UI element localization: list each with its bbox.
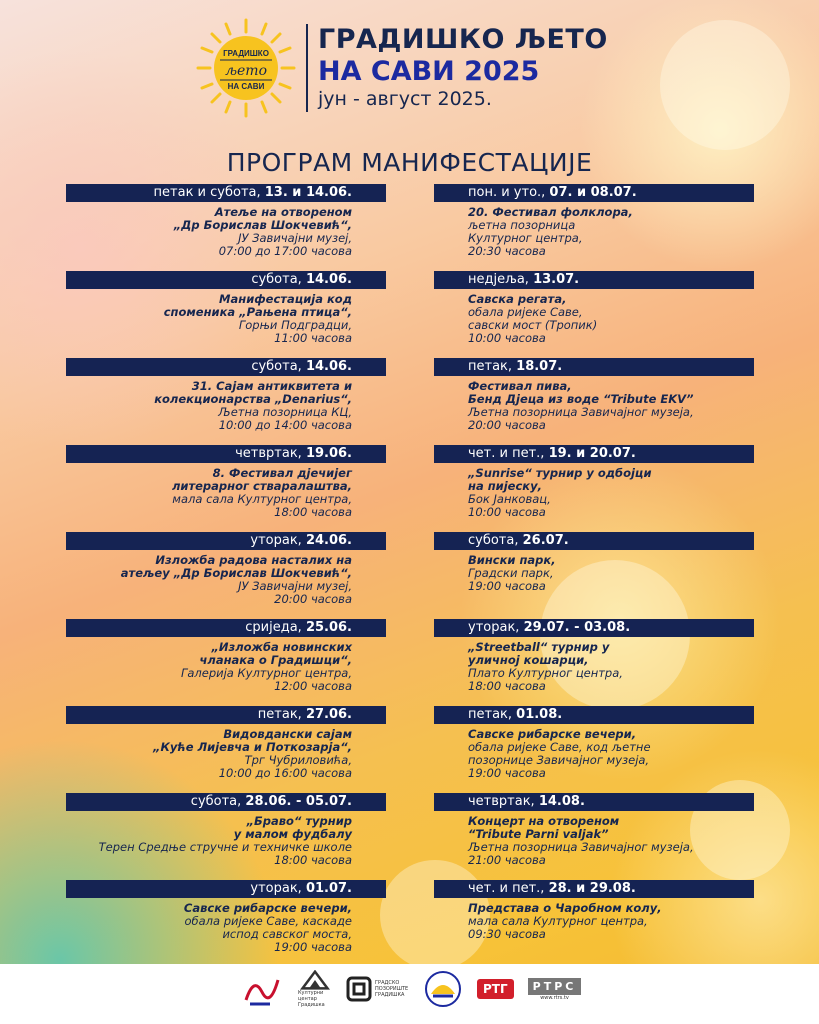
event-date-bar xyxy=(66,706,386,724)
rtg-logo-text: РТГ xyxy=(477,979,514,999)
event-date: 25.06. xyxy=(305,620,352,635)
event-title: Атеље на отвореном xyxy=(214,205,352,219)
event-details xyxy=(66,637,386,693)
event-title: 8. Фестивал дјечијег xyxy=(212,466,352,480)
event-day: уторак, xyxy=(468,620,524,635)
event-location-time: Љетна позорница Завичајног музеја, xyxy=(468,405,694,419)
event-day: субота, xyxy=(468,533,523,548)
logo-text-gradisko: ГРАДИШКО xyxy=(223,49,269,58)
festival-title-line2: НА САВИ 2025 xyxy=(318,56,540,87)
event-day: уторак, xyxy=(250,881,306,896)
event-date-bar xyxy=(434,532,754,550)
event-location-time: позорнице Завичајног музеја, xyxy=(468,753,650,767)
event-location-time: обала ријеке Саве, код љетне xyxy=(468,740,651,754)
event-details xyxy=(434,202,754,258)
event-title: “Tribute Parni valjak” xyxy=(468,827,609,841)
event-date: 07. и 08.07. xyxy=(549,185,637,200)
event-date: 29.07. - 03.08. xyxy=(523,620,631,635)
event-location-time: Терен Средње стручне и техничке школе xyxy=(98,840,352,854)
cultural-center-text: Културни центар Градишка xyxy=(298,990,325,1008)
event-title: Видовдански сајам xyxy=(223,727,352,741)
event-location-time: 21:00 часова xyxy=(468,853,546,867)
event-location-time: 10:00 часова xyxy=(468,505,546,519)
event-details xyxy=(66,811,386,867)
event-item xyxy=(434,358,754,445)
event-item xyxy=(434,532,754,619)
event-date: 28. и 29.08. xyxy=(548,881,636,896)
event-title: Изложба радова насталих на xyxy=(155,553,352,567)
event-details xyxy=(434,550,754,593)
event-details xyxy=(66,463,386,519)
event-item xyxy=(66,271,386,358)
tourism-logo-icon xyxy=(240,970,284,1008)
event-title: „Браво“ турнир xyxy=(246,814,352,828)
event-title: колекционарства „Denarius“, xyxy=(154,392,352,406)
header xyxy=(0,0,819,150)
event-date: 26.07. xyxy=(522,533,569,548)
event-title: чланака о Градишци“, xyxy=(199,653,352,667)
event-location-time: 19:00 часова xyxy=(468,579,546,593)
event-location-time: 18:00 часова xyxy=(274,853,352,867)
logo-text-na-savi: НА САВИ xyxy=(227,82,265,91)
event-details xyxy=(66,202,386,258)
event-title: Савске рибарске вечери, xyxy=(468,727,637,741)
event-day: чет. и пет., xyxy=(468,446,549,461)
event-location-time: Горњи Подградци, xyxy=(238,318,352,332)
event-item xyxy=(66,532,386,619)
event-details xyxy=(66,376,386,432)
event-title: Фестивал пива, xyxy=(468,379,572,393)
event-day: уторак, xyxy=(250,533,306,548)
event-location-time: 18:00 часова xyxy=(468,679,546,693)
event-location-time: 18:00 часова xyxy=(274,505,352,519)
event-date-bar xyxy=(66,184,386,202)
event-date-bar xyxy=(66,271,386,289)
cultural-center-logo xyxy=(298,970,332,1008)
event-title: Манифестација код xyxy=(219,292,352,306)
event-item xyxy=(66,445,386,532)
event-date-bar xyxy=(66,619,386,637)
festival-title-line1: ГРАДИШКО ЉЕТО xyxy=(318,24,608,55)
event-details xyxy=(434,724,754,780)
event-location-time: Љетна позорница Завичајног музеја, xyxy=(468,840,694,854)
event-title: Савске рибарске вечери, xyxy=(183,901,352,915)
event-location-time: 10:00 до 16:00 часова xyxy=(218,766,352,780)
event-location-time: 19:00 часова xyxy=(274,940,352,954)
event-details xyxy=(434,289,754,345)
event-item xyxy=(434,793,754,880)
event-date: 13. и 14.06. xyxy=(264,185,352,200)
event-location-time: Бок Јанковац, xyxy=(468,492,551,506)
event-location-time: 11:00 часова xyxy=(274,331,352,345)
event-day: четвртак, xyxy=(468,794,539,809)
event-item xyxy=(434,706,754,793)
event-location-time: 07:00 до 17:00 часова xyxy=(218,244,352,258)
event-date-bar xyxy=(66,358,386,376)
theatre-text: ГРАДСКО ПОЗОРИШТЕ ГРАДИШКА xyxy=(375,980,409,998)
event-item xyxy=(66,706,386,793)
rtrs-logo xyxy=(528,970,582,1008)
event-title: 20. Фестивал фолклора, xyxy=(468,205,633,219)
event-title: Бенд Дјеца из воде “Tribute EKV” xyxy=(468,392,694,406)
event-date: 14.06. xyxy=(305,272,352,287)
event-day: сриједа, xyxy=(245,620,306,635)
rtrs-logo-text: РТРС xyxy=(528,978,582,995)
event-date-bar xyxy=(66,880,386,898)
event-location-time: обала ријеке Саве, каскаде xyxy=(184,914,352,928)
event-details xyxy=(434,463,754,519)
event-item xyxy=(66,793,386,880)
event-day: субота, xyxy=(251,359,306,374)
event-item xyxy=(66,358,386,445)
event-location-time: Плато Културног центра, xyxy=(468,666,623,680)
event-day: петак, xyxy=(468,359,517,374)
event-location-time: Галерија Културног центра, xyxy=(180,666,352,680)
event-location-time: савски мост (Тропик) xyxy=(468,318,598,332)
event-location-time: 09:30 часова xyxy=(468,927,546,941)
event-date: 18.07. xyxy=(516,359,563,374)
event-title: Вински парк, xyxy=(468,553,556,567)
event-day: чет. и пет., xyxy=(468,881,549,896)
event-details xyxy=(434,637,754,693)
cultural-center-icon xyxy=(298,970,332,990)
event-details xyxy=(66,898,386,954)
event-date-bar xyxy=(66,793,386,811)
theatre-logo xyxy=(346,970,409,1008)
festival-logo xyxy=(196,18,296,118)
event-title: литерарног стваралаштва, xyxy=(171,479,352,493)
event-day: недјеља, xyxy=(468,272,534,287)
event-date-bar xyxy=(66,532,386,550)
event-item xyxy=(434,619,754,706)
header-divider xyxy=(306,24,308,112)
event-location-time: обала ријеке Саве, xyxy=(468,305,583,319)
event-item xyxy=(66,184,386,271)
event-title: Концерт на отвореном xyxy=(468,814,620,828)
event-item xyxy=(434,880,754,967)
event-location-time: мала сала Културног центра, xyxy=(172,492,352,506)
event-location-time: Трг Чубриловића, xyxy=(244,753,352,767)
event-location-time: 20:00 часова xyxy=(274,592,352,606)
event-day: петак, xyxy=(257,707,306,722)
event-location-time: мала сала Културног центра, xyxy=(468,914,648,928)
event-date: 24.06. xyxy=(305,533,352,548)
rtg-logo xyxy=(477,970,514,1008)
event-date-bar xyxy=(434,184,754,202)
event-item xyxy=(66,880,386,967)
event-day: петак, xyxy=(468,707,517,722)
event-location-time: 20:00 часова xyxy=(468,418,546,432)
event-date: 14.06. xyxy=(305,359,352,374)
event-date-bar xyxy=(434,880,754,898)
logo-text-ljeto: љето xyxy=(224,63,268,79)
event-date: 28.06. - 05.07. xyxy=(245,794,352,809)
event-location-time: Градски парк, xyxy=(468,566,554,580)
event-title: у малом фудбалу xyxy=(233,827,352,841)
event-title: Савска регата, xyxy=(468,292,567,306)
event-day: субота, xyxy=(251,272,306,287)
sun-icon xyxy=(196,18,296,118)
event-date-bar xyxy=(434,271,754,289)
event-title: „Куће Лијевча и Поткозарја“, xyxy=(153,740,352,754)
event-date: 01.07. xyxy=(305,881,352,896)
event-date-bar xyxy=(434,706,754,724)
event-title: „Streetball“ турнир у xyxy=(468,640,610,654)
event-title: „Изложба новинских xyxy=(211,640,352,654)
event-location-time: 20:30 часова xyxy=(468,244,546,258)
event-day: четвртак, xyxy=(235,446,306,461)
event-location-time: 19:00 часова xyxy=(468,766,546,780)
event-title: уличној кошарци, xyxy=(468,653,589,667)
theatre-icon xyxy=(346,976,372,1002)
event-location-time: испод савског моста, xyxy=(222,927,352,941)
events-column-left xyxy=(66,184,386,967)
event-date: 01.08. xyxy=(516,707,563,722)
event-location-time: 12:00 часова xyxy=(274,679,352,693)
rtrs-logo-url: www.rtrs.tv xyxy=(540,994,569,1001)
festival-dates: јун - август 2025. xyxy=(318,88,492,110)
event-item xyxy=(434,445,754,532)
event-title: „Sunrise“ турнир у одбојци xyxy=(468,466,652,480)
event-location-time: ЈУ Завичајни музеј, xyxy=(238,231,352,245)
event-details xyxy=(434,376,754,432)
event-date: 13.07. xyxy=(533,272,580,287)
event-title: Представа о Чаробном колу, xyxy=(468,901,662,915)
event-item xyxy=(66,619,386,706)
event-date-bar xyxy=(434,358,754,376)
event-date-bar xyxy=(66,445,386,463)
event-day: пон. и уто., xyxy=(468,185,550,200)
event-location-time: ЈУ Завичајни музеј, xyxy=(238,579,352,593)
event-date-bar xyxy=(434,793,754,811)
event-date-bar xyxy=(434,619,754,637)
event-location-time: Љетна позорница КЦ, xyxy=(218,405,352,419)
event-day: петак и субота, xyxy=(153,185,265,200)
event-title: „Др Борислав Шокчевић“, xyxy=(173,218,352,232)
event-item xyxy=(434,184,754,271)
event-details xyxy=(434,898,754,941)
event-day: субота, xyxy=(190,794,246,809)
municipality-logo xyxy=(240,970,284,1008)
events-column-right xyxy=(434,184,754,967)
event-location-time: 10:00 часова xyxy=(468,331,546,345)
event-date: 19. и 20.07. xyxy=(548,446,636,461)
event-date: 14.08. xyxy=(538,794,585,809)
event-location-time: љетна позорница xyxy=(468,218,576,232)
event-title: 31. Сајам антиквитета и xyxy=(191,379,352,393)
event-location-time: Културног центра, xyxy=(468,231,583,245)
event-location-time: 10:00 до 14:00 часова xyxy=(218,418,352,432)
event-date: 27.06. xyxy=(305,707,352,722)
event-item xyxy=(434,271,754,358)
event-title: на пијеску, xyxy=(468,479,542,493)
sponsor-logos xyxy=(240,966,580,1012)
event-details xyxy=(66,289,386,345)
event-date-bar xyxy=(434,445,754,463)
event-title: атељеу „Др Борислав Шокчевић“, xyxy=(120,566,352,580)
museum-icon xyxy=(423,970,463,1008)
event-date: 19.06. xyxy=(305,446,352,461)
museum-logo xyxy=(423,970,463,1008)
program-title: ПРОГРАМ МАНИФЕСТАЦИЈЕ xyxy=(226,148,593,177)
event-details xyxy=(66,724,386,780)
event-details xyxy=(66,550,386,606)
event-title: споменика „Рањена птица“, xyxy=(163,305,352,319)
event-details xyxy=(434,811,754,867)
